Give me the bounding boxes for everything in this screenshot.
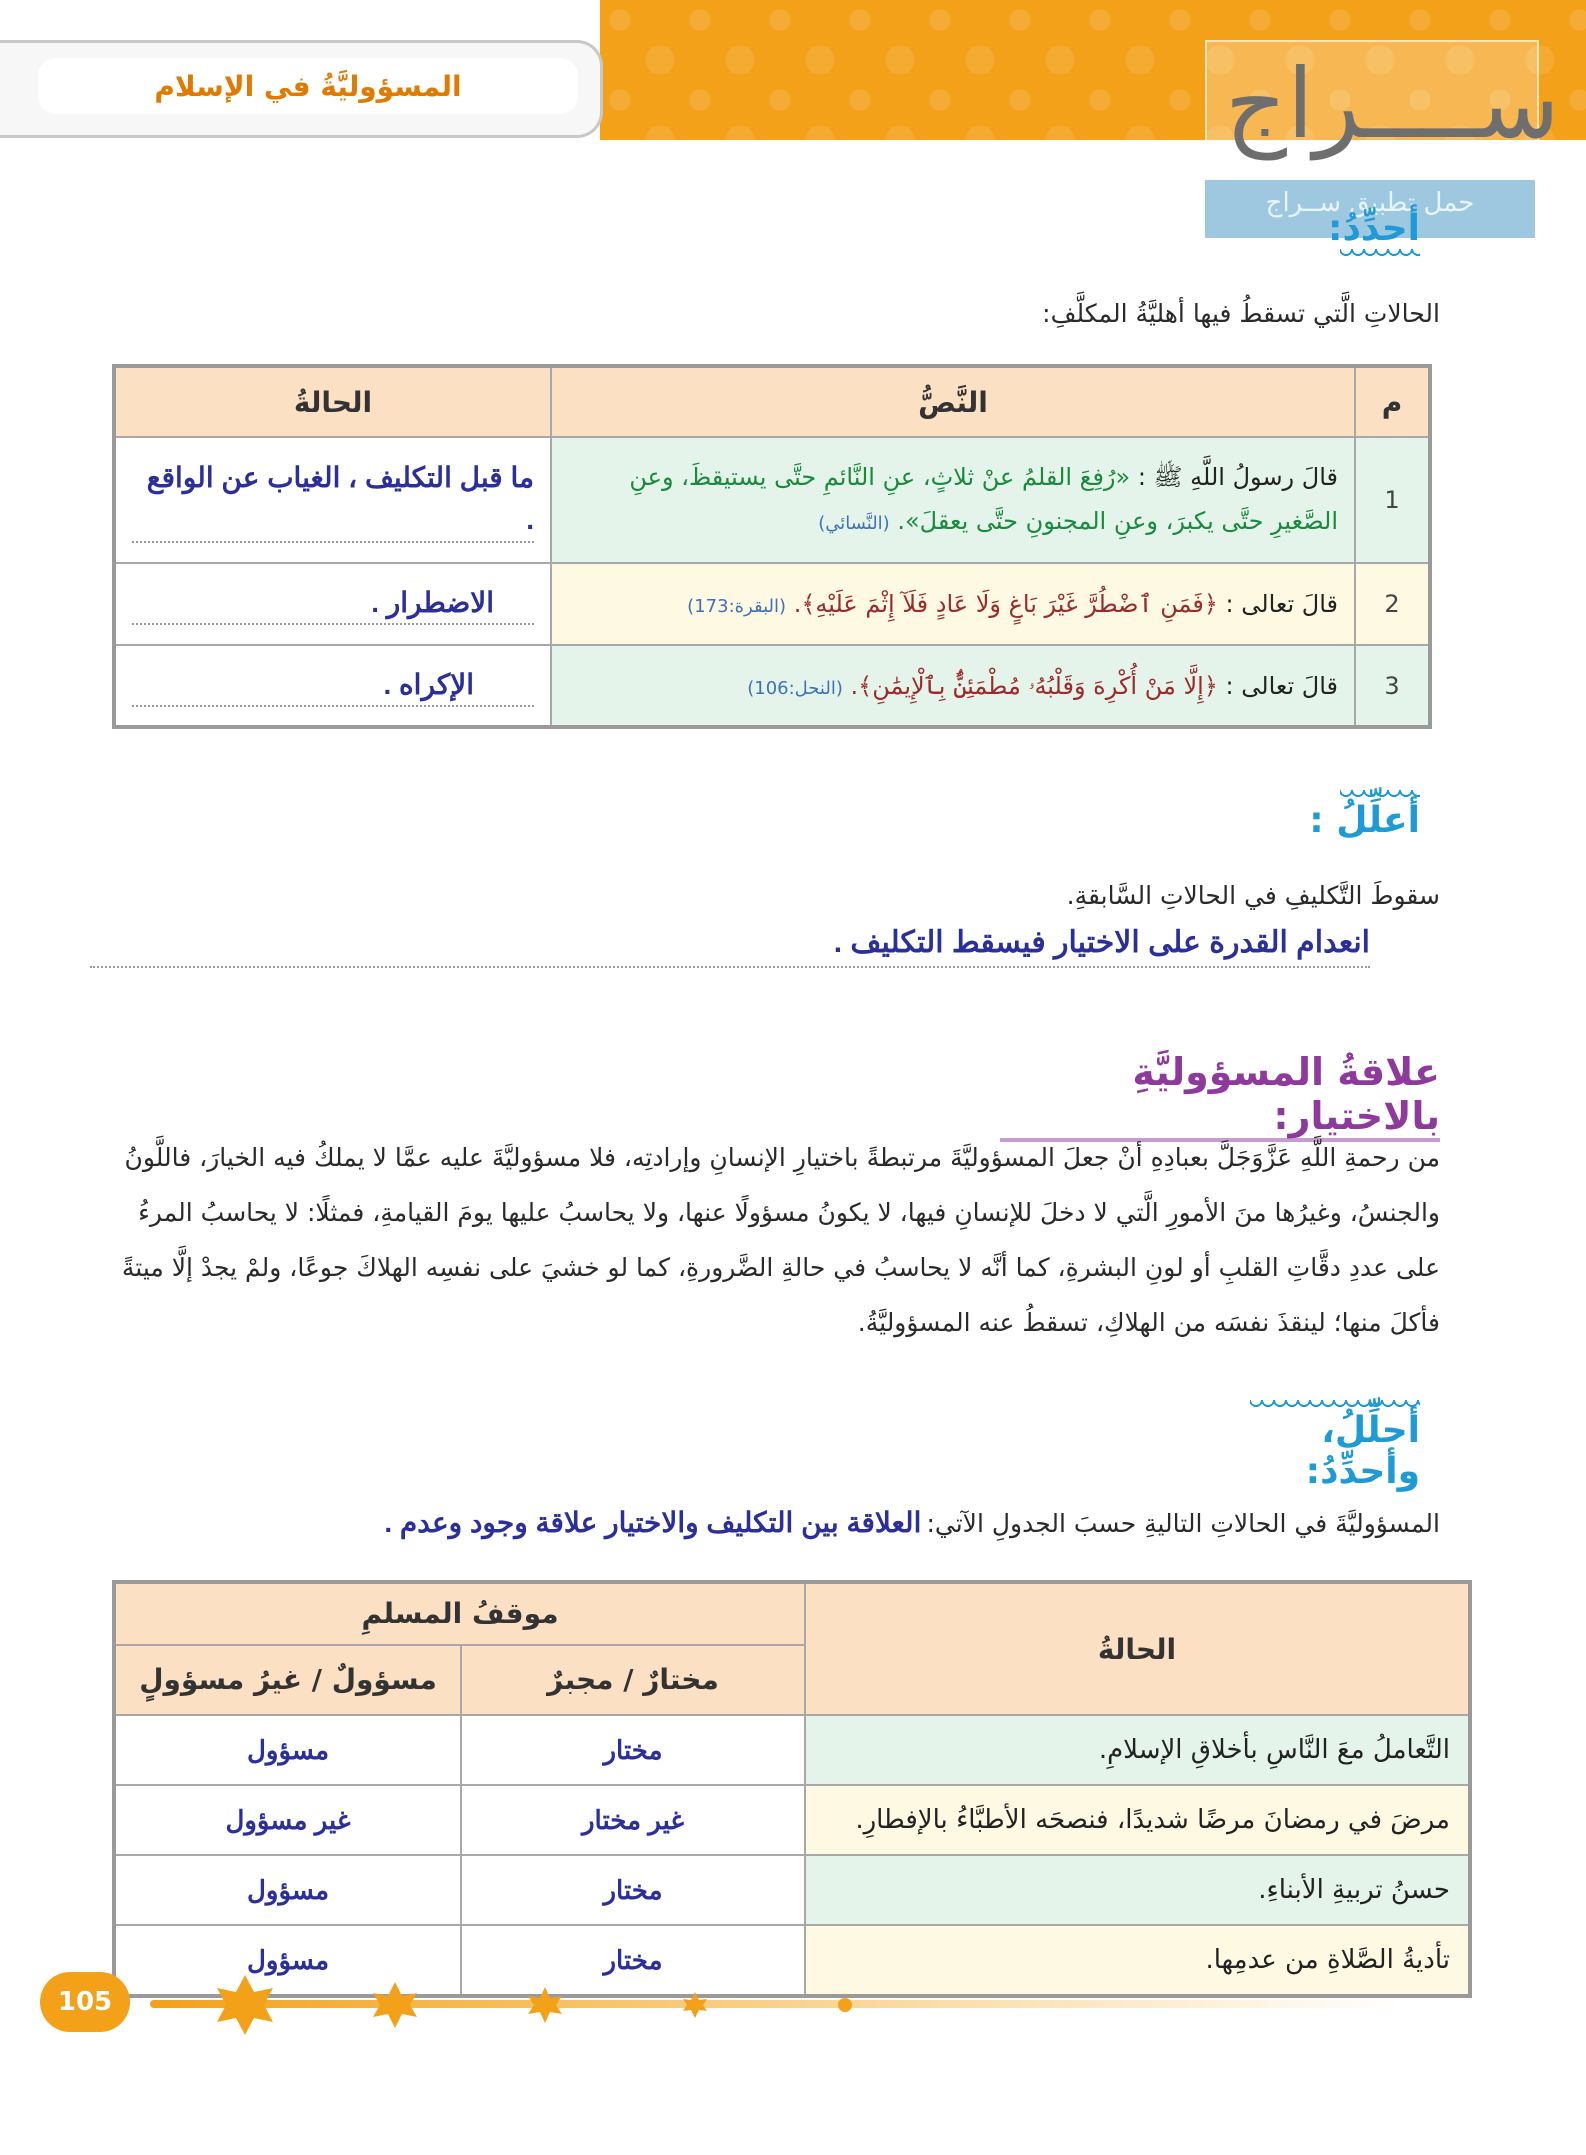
case-cell: التَّعاملُ معَ النَّاسِ بأخلاقِ الإسلامِ. [805,1715,1470,1785]
section4-intro-line [120,1500,1440,1549]
row-number: 2 [1355,563,1430,645]
page-number: 105 [40,1972,130,2032]
answer-cell[interactable] [114,437,551,563]
responsibility-answer[interactable]: مسؤول [114,1715,461,1785]
responsibility-answer[interactable]: مسؤول [114,1925,461,1996]
choice-answer[interactable]: مختار [461,1925,805,1996]
col-case-header: الحالةُ [114,366,551,437]
table-row [114,1855,1470,1925]
section2-question: سقوطَ التَّكليفِ في الحالاتِ السَّابقةِ. [1066,881,1440,910]
col-num-header: م [1355,366,1430,437]
responsibility-answer[interactable]: مسؤول [114,1855,461,1925]
section1-heading-block [1250,208,1420,259]
row-number: 1 [1355,437,1430,563]
section2-heading: أعلِّلُ : [1309,800,1420,841]
section1-intro: الحالاتِ الَّتي تسقطُ فيها أهليَّةُ المكلَّفِ: [1042,299,1440,328]
answer-text[interactable]: الإكراه . [132,665,534,707]
table-row [114,645,1430,727]
col-resp-header: مسؤولٌ / غيرُ مسؤولٍ [114,1645,461,1715]
chapter-title: المسؤوليَّةُ في الإسلام [154,69,462,103]
star-icon [683,1992,707,2018]
case-cell: تأديةُ الصَّلاةِ من عدمِها. [805,1925,1470,1996]
siraj-logo: ســــراج [1225,48,1560,160]
star-icon [373,1982,417,2028]
text-prefix: قالَ رسولُ اللَّهِ ﷺ : [1137,462,1338,491]
col-text-header: النَّصُّ [551,366,1355,437]
section3-heading-block [1000,1050,1440,1142]
choice-answer[interactable]: مختار [461,1715,805,1785]
section2-answer[interactable]: انعدام القدرة على الاختيار فيسقط التكليف . [90,920,1370,968]
logo-subtitle: حمل تطبيق ســراج [1265,188,1475,218]
footer-stars [200,1970,900,2040]
col-case-header: الحالةُ [805,1582,1470,1715]
star-icon [217,1975,273,2035]
section4-heading-block [1200,1400,1420,1492]
heading-wave-decoration [1340,790,1420,800]
choice-answer[interactable]: غير مختار [461,1785,805,1855]
cases-table-header [114,366,1430,437]
col-choice-header: مختارٌ / مجبرٌ [461,1645,805,1715]
case-cell: حسنُ تربيةِ الأبناءِ. [805,1855,1470,1925]
quran-text-cell [551,645,1355,727]
quran-text-cell [551,563,1355,645]
section4-intro-answer[interactable]: العلاقة بين التكليف والاختيار علاقة وجود وعدم . [384,1507,922,1538]
responsibility-table [112,1580,1472,1998]
table-row [114,563,1430,645]
text-prefix: قالَ تعالى : [1225,671,1338,700]
section4-intro: المسؤوليَّةَ في الحالاتِ التاليةِ حسبَ الجدولِ الآتي: [926,1509,1440,1538]
heading-wave-decoration [1340,249,1420,259]
star-icon [528,1987,562,2023]
answer-text[interactable]: الاضطرار . [132,583,534,625]
section4-heading: أحلِّلُ، وأحدِّدُ: [1305,1410,1420,1492]
choice-answer[interactable]: مختار [461,1855,805,1925]
hadith-text: «رُفِعَ القلمُ عنْ ثلاثٍ، عنِ النَّائمِ حتَّى يستيقظَ، وعنِ الصَّغيرِ حتَّى يكبرَ، وعنِ المجنونِ حتَّى يعقلَ». [629,462,1338,535]
cases-table [112,364,1432,729]
quran-text: ﴿إِلَّا مَنْ أُكْرِهَ وَقَلْبُهُۥ مُطْمَئِنٌّۢ بِٱلْإِيمَٰنِ﴾. [850,671,1218,700]
responsibility-answer[interactable]: غير مسؤول [114,1785,461,1855]
hadith-text-cell [551,437,1355,563]
text-reference: (النَّسائي) [818,512,890,534]
section3-paragraph: من رحمةِ اللَّهِ عَزَّوَجَلَّ بعبادِهِ أنْ جعلَ المسؤوليَّةَ مرتبطةً باختيارِ الإنسانِ وإرادتِه، فلا مسؤوليَّةَ عليه عمَّا لا يملكُ فيه الخيارَ، فاللَّونُ والجنسُ، وغيرُها منَ الأمورِ الَّتي لا دخلَ للإنسانِ فيها، لا يكونُ مسؤولًا عنها، ولا يحاسبُ عليها يومَ القيامةِ، فمثلًا: لا يحاسبُ المرءُ على عددِ دقَّاتِ القلبِ أو لونِ البشرةِ، كما أنَّه لا يحاسبُ في حالةِ الضَّرورةِ، كما لو خشيَ على نفسِه الهلاكَ جوعًا، ولمْ يجدْ إلَّا ميتةً فأكلَ منها؛ لينقذَ نفسَه من الهلاكِ، تسقطُ عنه المسؤوليَّةُ. [121,1143,1440,1337]
table-row [114,1785,1470,1855]
col-group-header: موقفُ المسلمِ [114,1582,805,1645]
answer-cell[interactable] [114,645,551,727]
case-cell: مرضَ في رمضانَ مرضًا شديدًا، فنصحَه الأطبَّاءُ بالإفطارِ. [805,1785,1470,1855]
table-row [114,1715,1470,1785]
answer-text[interactable]: ما قبل التكليف ، الغياب عن الواقع . [132,457,534,543]
section1-heading: أحدِّدُ: [1328,208,1420,249]
section3-heading: علاقةُ المسؤوليَّةِ بالاختيار: [1132,1050,1440,1138]
text-reference: (البقرة:173) [687,596,787,617]
responsibility-table-header [114,1582,1470,1645]
answer-cell[interactable] [114,563,551,645]
text-prefix: قالَ تعالى : [1225,590,1338,618]
chapter-title-box [38,58,578,114]
quran-text: ﴿فَمَنِ ٱضْطُرَّ غَيْرَ بَاغٍ وَلَا عَادٍ فَلَآ إِثْمَ عَلَيْهِ﴾. [793,590,1218,618]
dot-icon [838,1998,852,2012]
text-reference: (النحل:106) [747,677,843,699]
heading-wave-decoration [1250,1400,1420,1410]
table-row [114,437,1430,563]
row-number: 3 [1355,645,1430,727]
section2-heading-block [1290,790,1420,841]
